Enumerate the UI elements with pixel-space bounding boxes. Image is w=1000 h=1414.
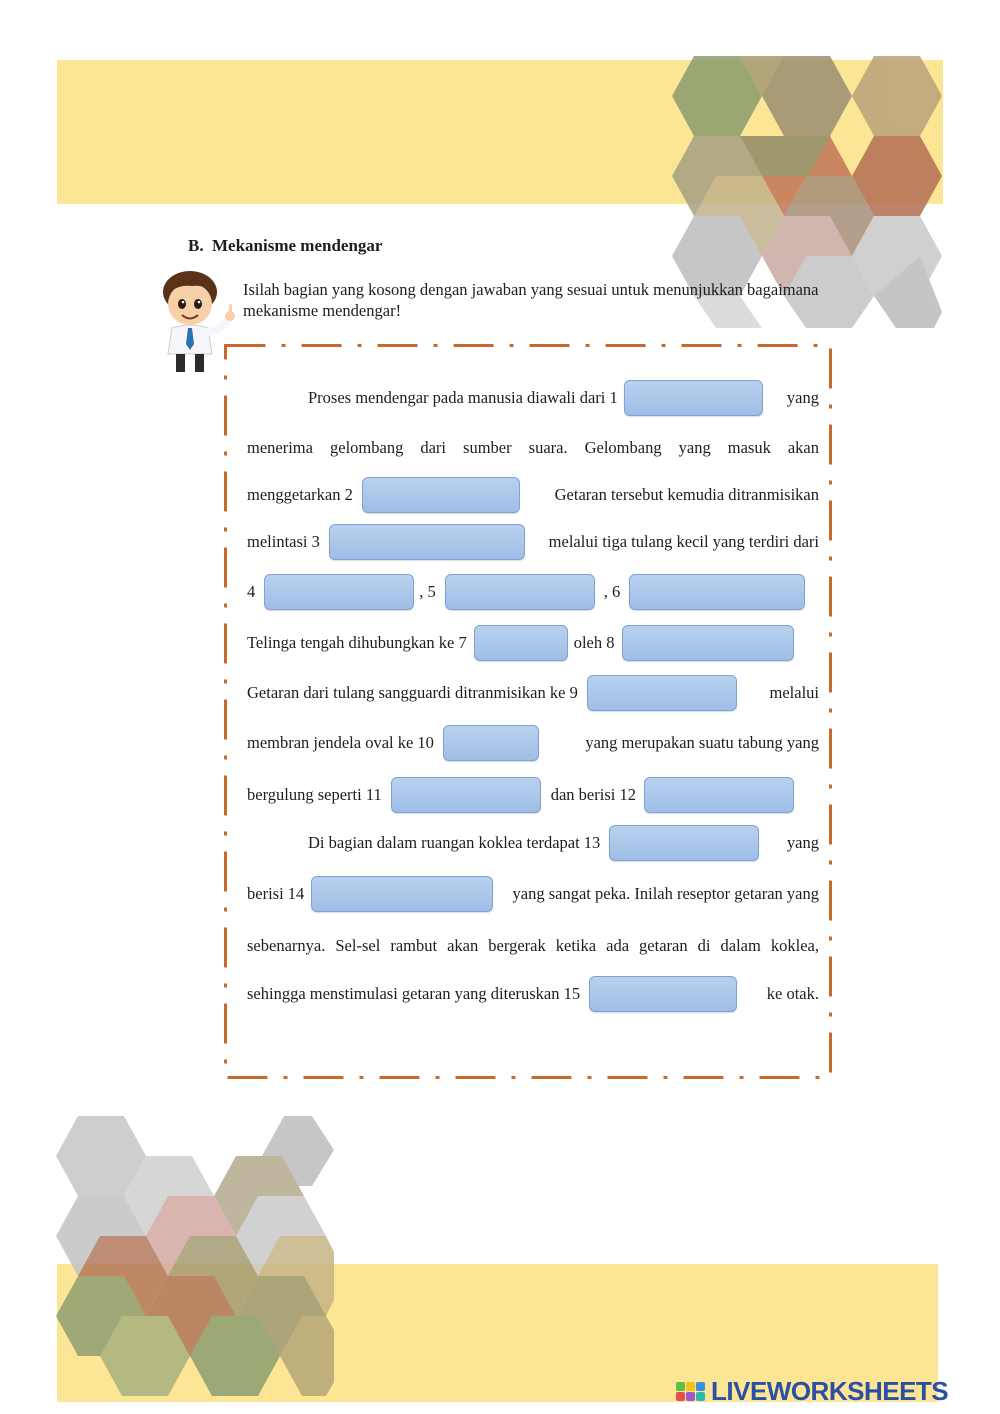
text-line-3 bbox=[247, 476, 819, 514]
line-text: oleh 8 bbox=[573, 633, 615, 652]
line-text: yang merupakan suatu tabung yang bbox=[585, 733, 819, 752]
text-line-10 bbox=[247, 824, 819, 862]
answer-blank-1[interactable] bbox=[624, 380, 763, 416]
line-text: membran jendela oval ke 10 bbox=[247, 733, 434, 752]
liveworksheets-logo bbox=[676, 1376, 948, 1407]
answer-blank-5[interactable] bbox=[445, 574, 595, 610]
answer-blank-13[interactable] bbox=[609, 825, 759, 861]
line-text: menggetarkan 2 bbox=[247, 485, 353, 504]
instruction-text: Isilah bagian yang kosong dengan jawaban yang sesuai untuk menunjukkan bagaimana mekanisme mendengar! bbox=[243, 280, 819, 320]
text-line-2 bbox=[247, 429, 819, 467]
section-number: B. bbox=[188, 236, 204, 255]
answer-blank-10[interactable] bbox=[443, 725, 539, 761]
line-text: yang sangat peka. Inilah reseptor getaran yang bbox=[512, 884, 819, 903]
answer-blank-9[interactable] bbox=[587, 675, 737, 711]
line-text: yang bbox=[786, 833, 819, 852]
line-text: Getaran dari tulang sangguardi ditranmisikan ke 9 bbox=[247, 683, 578, 702]
answer-blank-7[interactable] bbox=[474, 625, 568, 661]
line-text: sehingga menstimulasi getaran yang diteruskan 15 bbox=[247, 984, 581, 1003]
text-line-4 bbox=[247, 523, 819, 561]
line-text: , 5 bbox=[419, 582, 436, 601]
text-line-7 bbox=[247, 674, 819, 712]
answer-blank-11[interactable] bbox=[391, 777, 541, 813]
section-title: Mekanisme mendengar bbox=[212, 236, 383, 255]
text-line-5 bbox=[247, 573, 819, 611]
line-text: melalui tiga tulang kecil yang terdiri dari bbox=[548, 532, 819, 551]
text-line-11 bbox=[247, 875, 819, 913]
line-text: melintasi 3 bbox=[247, 532, 320, 551]
text-line-9 bbox=[247, 776, 819, 814]
text-line-13 bbox=[247, 975, 819, 1013]
line-text: yang bbox=[786, 388, 819, 407]
line-text: Telinga tengah dihubungkan ke 7 bbox=[247, 633, 467, 652]
answer-blank-14[interactable] bbox=[311, 876, 493, 912]
answer-blank-3[interactable] bbox=[329, 524, 525, 560]
text-line-12 bbox=[247, 927, 819, 965]
line-text: Di bagian dalam ruangan koklea terdapat 13 bbox=[308, 833, 601, 852]
line-text: melalui bbox=[769, 683, 819, 702]
logo-grid-icon bbox=[676, 1382, 705, 1401]
line-text: , 6 bbox=[603, 582, 621, 601]
logo-text: LIVEWORKSHEETS bbox=[711, 1376, 949, 1406]
answer-blank-6[interactable] bbox=[629, 574, 805, 610]
answer-blank-8[interactable] bbox=[622, 625, 794, 661]
line-text: ke otak. bbox=[766, 984, 819, 1003]
answer-blank-15[interactable] bbox=[589, 976, 737, 1012]
answer-blank-4[interactable] bbox=[264, 574, 414, 610]
text-line-6 bbox=[247, 624, 819, 662]
answer-blank-2[interactable] bbox=[362, 477, 520, 513]
line-text: bergulung seperti 11 bbox=[247, 785, 382, 804]
answer-blank-12[interactable] bbox=[644, 777, 794, 813]
text-line-8 bbox=[247, 724, 819, 762]
section-heading bbox=[188, 236, 382, 256]
line-text: 4 bbox=[247, 582, 256, 601]
line-text: Proses mendengar pada manusia diawali dari 1 bbox=[308, 388, 618, 407]
line-text: dan berisi 12 bbox=[550, 785, 636, 804]
line-text: berisi 14 bbox=[247, 884, 305, 903]
line-text: sebenarnya. Sel-sel rambut akan bergerak ketika ada getaran di dalam koklea, bbox=[247, 936, 819, 955]
line-text: menerima gelombang dari sumber suara. Gelombang yang masuk akan bbox=[247, 438, 819, 457]
text-line-1 bbox=[247, 379, 819, 417]
bottom-left-pattern-decoration bbox=[56, 1116, 336, 1406]
line-text: Getaran tersebut kemudia ditranmisikan bbox=[554, 485, 819, 504]
